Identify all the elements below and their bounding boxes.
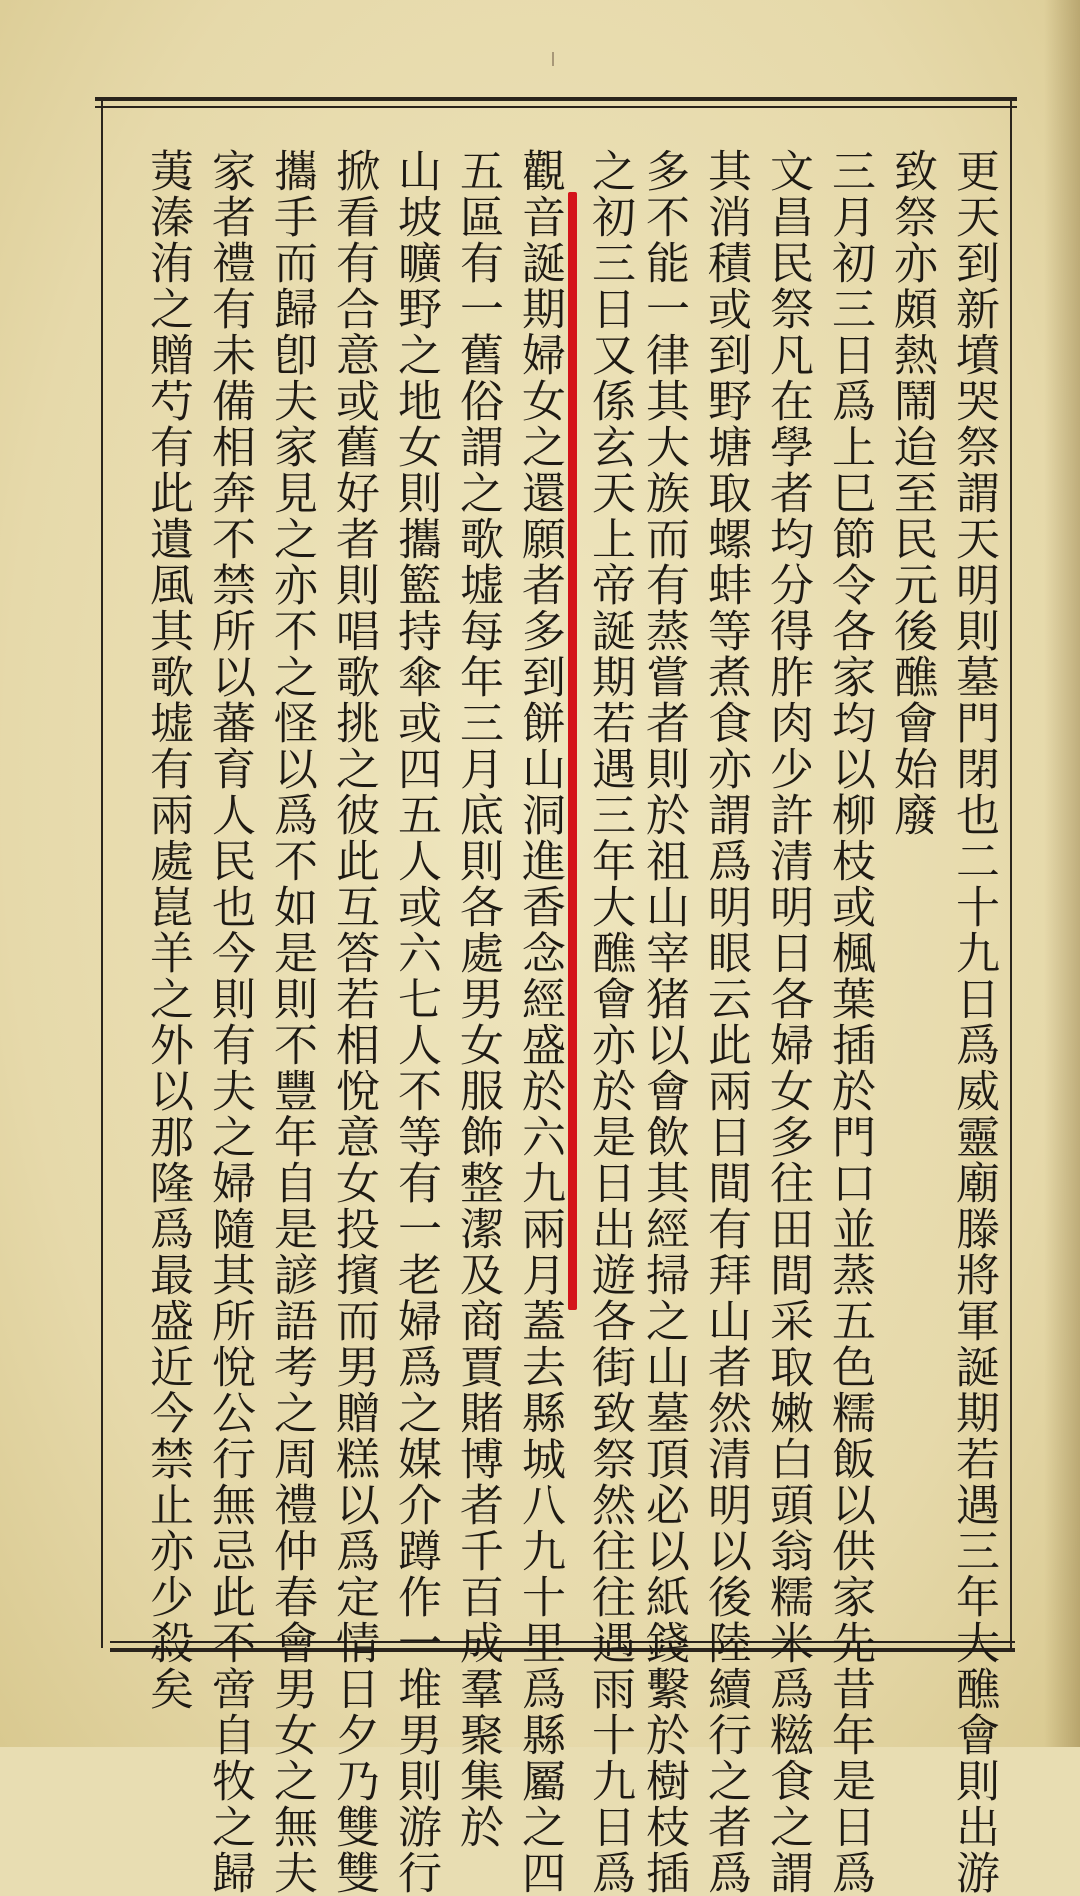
text-column: 更天到新墳哭祭謂天明則墓門閉也二十九日爲威靈廟滕將軍誕期若遇三年大醮會則出游 xyxy=(948,148,999,1896)
text-column: 文昌民祭凡在學者均分得胙肉少許清明日各婦女多往田間采取嫩白頭翁糯米爲糍食之謂 xyxy=(762,148,813,1896)
text-column: 多不能一律其大族而有蒸嘗者則於祖山宰猪以會飲其經掃之山墓頂必以紙錢繫於樹枝插 xyxy=(638,148,689,1896)
text-column: 觀音誕期婦女之還願者多到餅山洞進香念經盛於六九兩月蓋去縣城八九十里爲縣屬之四 xyxy=(514,148,565,1896)
text-column: 攜手而歸卽夫家見之亦不之怪以爲不如是則不豐年自是諺語考之周禮仲春會男女之無夫 xyxy=(266,148,317,1896)
frame-right-rule xyxy=(1010,100,1012,1648)
text-column: 其消積或到野塘取螺蚌等煮食亦謂爲明眼云此兩日間有拜山者然清明以後陸續行之者爲 xyxy=(700,148,751,1896)
frame-top-rule xyxy=(95,97,1017,101)
frame-top-rule-thin xyxy=(95,106,1017,108)
frame-left-rule xyxy=(101,100,103,1648)
page-binding-edge xyxy=(1044,0,1080,1747)
text-column: 家者禮有未備相奔不禁所以蕃育人民也今則有夫之婦隨其所悅公行無忌此不啻自牧之歸 xyxy=(204,148,255,1896)
text-column: 山坡曠野之地女則攜籃持傘或四五人或六七人不等有一老婦爲之媒介蹲作一堆男則游行 xyxy=(390,148,441,1896)
red-annotation-line xyxy=(568,192,577,1310)
paper-speck xyxy=(552,52,554,66)
text-column: 之初三日又係玄天上帝誕期若遇三年大醮會亦於是日出遊各街致祭然往往遇雨十九日爲 xyxy=(584,148,635,1896)
text-column: 五區有一舊俗謂之歌墟每年三月底則各處男女服飾整潔及商賈賭博者千百成羣聚集於 xyxy=(452,148,503,1850)
text-column: 掀看有合意或舊好者則唱歌挑之彼此互答若相悅意女投擯而男贈糕以爲定情日夕乃雙雙 xyxy=(328,148,379,1896)
text-column: 荑溱洧之贈芍有此遺風其歌墟有兩處崑羊之外以那隆爲最盛近今禁止亦少殺矣 xyxy=(142,148,193,1712)
text-column: 致祭亦頗熱鬧迨至民元後醮會始廢 xyxy=(886,148,937,838)
text-column: 三月初三日爲上巳節令各家均以柳枝或楓葉插於門口並蒸五色糯飯以供家先昔年是日爲 xyxy=(824,148,875,1896)
